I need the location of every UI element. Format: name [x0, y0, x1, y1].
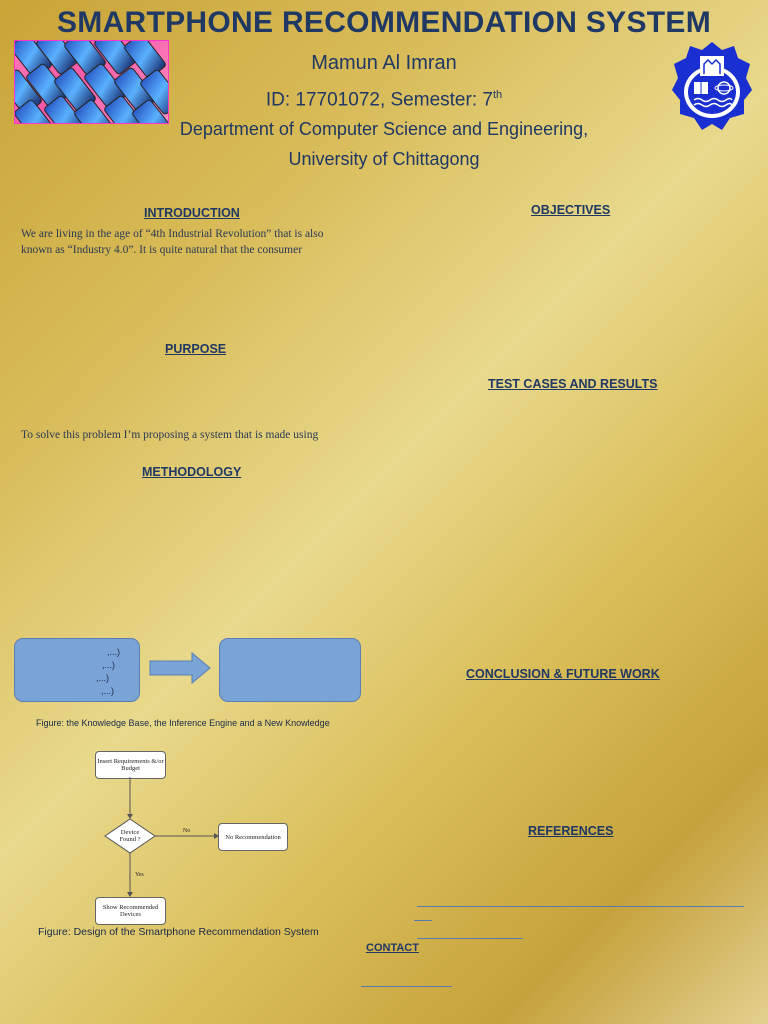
university-logo: [672, 40, 752, 132]
author-name: Mamun Al Imran: [311, 52, 457, 74]
reference-line: [417, 938, 523, 939]
poster-title: SMARTPHONE RECOMMENDATION SYSTEM: [56, 6, 712, 39]
flowchart-caption: Figure: Design of the Smartphone Recommendation System: [38, 926, 319, 938]
kb-line: ,...): [107, 647, 120, 657]
kb-line: ,...): [102, 660, 115, 670]
flowchart-connectors: [0, 0, 303, 930]
reference-line: [417, 906, 744, 907]
kb-line: ,...): [96, 673, 109, 683]
knowledge-diagram-caption: Figure: the Knowledge Base, the Inference Engine and a New Knowledge: [36, 718, 330, 728]
objectives-heading: OBJECTIVES: [531, 203, 611, 217]
introduction-heading: INTRODUCTION: [144, 206, 240, 220]
university-name: University of Chittagong: [288, 149, 480, 169]
purpose-heading: PURPOSE: [165, 342, 227, 356]
introduction-line-2: known as “Industry 4.0”. It is quite natural that the consumer: [21, 244, 303, 256]
department-name: Department of Computer Science and Engineering,: [179, 119, 589, 139]
flowchart-yes-label: Yes: [135, 872, 144, 878]
flowchart-no-recommendation-box: No Recommendation: [218, 823, 288, 851]
purpose-text: To solve this problem I’m proposing a system that is made using: [21, 429, 319, 441]
introduction-line-1: We are living in the age of “4th Industrial Revolution” that is also: [21, 228, 324, 240]
flowchart-show-devices-box: Show Recommended Devices: [95, 897, 166, 925]
flowchart-decision-label: Device Found ?: [119, 829, 141, 843]
flowchart-start-box: Insert Requirements &/or Budget: [95, 751, 166, 779]
test-cases-heading: TEST CASES AND RESULTS: [488, 377, 658, 391]
contact-heading: CONTACT: [366, 942, 419, 954]
flowchart-no-label: No: [183, 828, 191, 834]
contact-line: [361, 986, 452, 987]
methodology-heading: METHODOLOGY: [142, 465, 242, 479]
references-heading: REFERENCES: [528, 824, 614, 838]
id-superscript: th: [492, 89, 503, 101]
reference-line: [414, 920, 432, 921]
kb-line: ,...): [101, 686, 114, 696]
conclusion-heading: CONCLUSION & FUTURE WORK: [466, 667, 660, 681]
id-text: ID: 17701072, Semester: 7: [265, 89, 493, 111]
